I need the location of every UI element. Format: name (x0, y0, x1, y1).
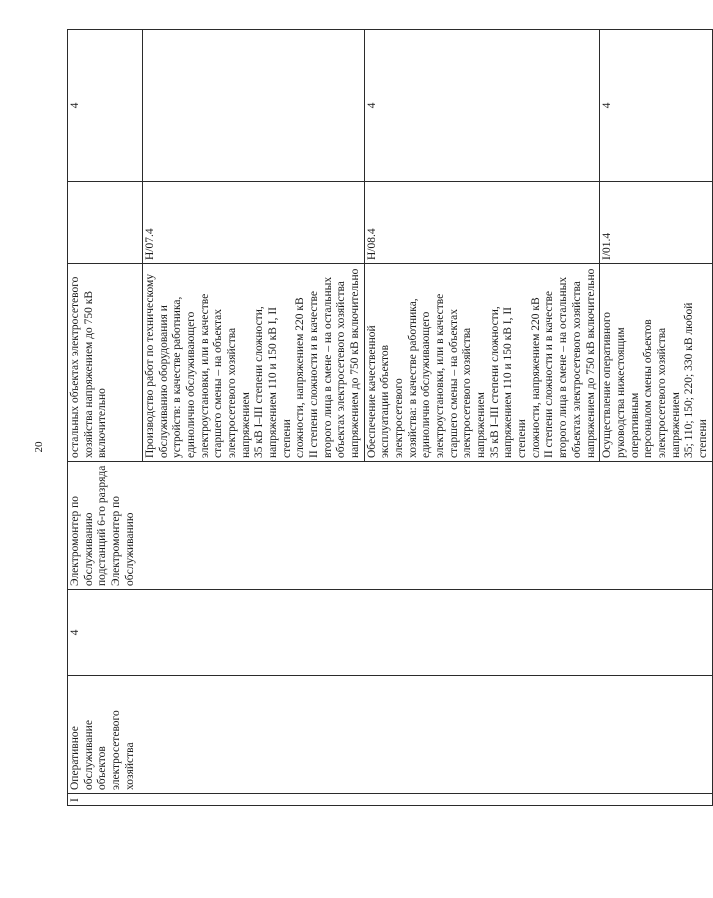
level-cell (364, 30, 599, 182)
level-cell (600, 30, 712, 182)
page-number: 20 (33, 441, 45, 453)
code-cell (68, 182, 143, 264)
code-text: H/07.4 (144, 228, 156, 260)
description-cell (143, 264, 365, 462)
code-cell (143, 182, 365, 264)
row-number-cell (68, 794, 713, 806)
professions-cell (68, 462, 713, 590)
code-text: H/08.4 (365, 228, 378, 260)
level-cell (143, 30, 365, 182)
level-text: 4 (365, 102, 378, 109)
qualification-level-cell (68, 590, 713, 676)
code-cell (364, 182, 599, 264)
professions-text: Электромонтер по обслуживанию подстанций 6-го разряда Электромонтер по обслуживанию (69, 465, 136, 586)
level-text: 4 (601, 102, 614, 109)
function-name: Оперативное обслуживание объектов электросетевого хозяйства (69, 710, 136, 790)
description-text: Производство работ по техническому обслуживанию оборудования и устройств: в качестве работника, единолично обслуживающего электроустановки, или в качестве старшего смены – на объектах электросетевого хозяйства напряжением 35 кВ I–III степени сложности, напряжением 110 и 150 кВ I, II степени сложности, напряжением 220 кВ II степени сложности и в качестве второго лица в смене – на остальных объектах электросетевого хозяйства напряжением до 750 кВ включительно (144, 268, 362, 458)
code-text: I/01.4 (601, 232, 614, 260)
description-cell (600, 264, 712, 462)
description-text: Осуществление оперативного руководства нижестоящим оперативным персоналом смены объектов электросетевого хозяйства напряжением 35; 110; 150; 220; 330 кВ любой степени (601, 302, 709, 458)
description-text: Обеспечение качественной эксплуатации объектов электросетевого хозяйства: в качестве работника, единолично обслуживающего электроустановки, или в качестве старшего смены – на объектах электросетевого хозяйства напряжением 35 кВ I–III степени сложности, напряжением 110 и 150 кВ I, II степени сложности, напряжением 220 кВ II степени сложности и в качестве второго лица в смене – на остальных объектах электросетевого хозяйства напряжением до 750 кВ включительно (365, 268, 597, 458)
table-row (68, 30, 143, 806)
qualification-level: 4 (69, 629, 81, 636)
description-cell (68, 264, 143, 462)
description-cell (364, 264, 599, 462)
level-cell (68, 30, 143, 182)
row-number: I (69, 798, 81, 802)
level-text: 4 (69, 102, 81, 109)
code-cell (600, 182, 712, 264)
description-text: остальных объектах электросетевого хозяйства напряжением до 750 кВ включительно (69, 276, 109, 458)
functions-table (67, 29, 713, 806)
function-name-cell (68, 676, 713, 794)
rotated-table-wrapper (67, 30, 709, 806)
